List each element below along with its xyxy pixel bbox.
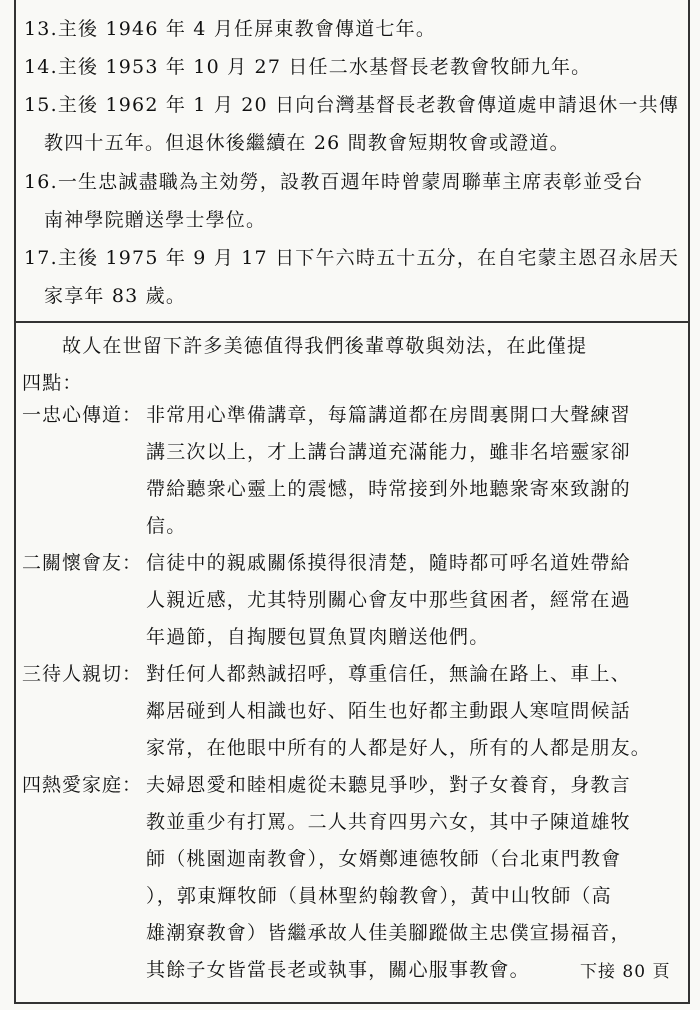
virtue-label: 一忠心傳道： [22,404,143,426]
virtue-line: 家常，在他眼中所有的人都是好人，所有的人都是朋友。 [146,737,652,759]
virtue-line: 年過節，自掏腰包買魚買肉贈送他們。 [146,626,490,648]
virtue-line: 其餘子女皆當長老或執事，關心服事教會。 [146,959,530,981]
continued-note: 下接 80 頁 [580,962,671,982]
intro-line: 四點： [22,372,83,394]
virtue-line: 講三次以上，才上講台講道充滿能力，雖非名培靈家卻 [146,441,631,463]
intro-line: 故人在世留下許多美德值得我們後輩尊敬與効法，在此僅提 [62,335,588,357]
virtue-line: 鄰居碰到人相識也好、陌生也好都主動跟人寒喧問候話 [146,700,631,722]
virtue-line: 信徒中的親戚關係摸得很清楚，隨時都可呼名道姓帶給 [146,552,631,574]
virtue-line: 教並重少有打罵。二人共育四男六女，其中子陳道雄牧 [146,811,631,833]
virtue-label: 二關懷會友： [22,552,143,574]
timeline-line: 17.主後 1975 年 9 月 17 日下午六時五十五分，在自宅蒙主恩召永居天 [24,247,680,269]
timeline-line: 教四十五年。但退休後繼續在 26 間教會短期牧會或證道。 [44,132,570,154]
virtue-line: 對任何人都熱誠招呼，尊重信任，無論在路上、車上、 [146,663,631,685]
timeline-line: 家享年 83 歲。 [44,285,187,307]
virtue-line: 師（桃園迦南教會），女婿鄭連德牧師（台北東門教會 [146,848,622,870]
virtue-line: 帶給聽衆心靈上的震憾，時常接到外地聽衆寄來致謝的 [146,478,631,500]
timeline-line: 14.主後 1953 年 10 月 27 日任二水基督長老教會牧師九年。 [24,56,592,78]
virtue-line: 信。 [146,515,187,537]
section-divider [14,321,690,323]
virtue-line: 人親近感，尤其特別關心會友中那些貧困者，經常在過 [146,589,631,611]
virtue-line: 非常用心準備講章，每篇講道都在房間裏開口大聲練習 [146,404,631,426]
timeline-line: 13.主後 1946 年 4 月任屏東教會傳道七年。 [24,18,437,40]
virtue-line: 雄潮寮教會）皆繼承故人佳美腳蹤做主忠僕宣揚福音， [146,922,631,944]
virtue-label: 三待人親切： [22,663,143,685]
timeline-line: 16.一生忠誠盡職為主効勞，設教百週年時曾蒙周聯華主席表彰並受台 [24,171,644,193]
timeline-line: 南神學院贈送學士學位。 [44,209,267,231]
virtue-line: 夫婦恩愛和睦相處從未聽見爭吵，對子女養育，身教言 [146,774,631,796]
virtue-line: ），郭東輝牧師（員林聖約翰教會），黃中山牧師（高 [146,885,612,907]
timeline-line: 15.主後 1962 年 1 月 20 日向台灣基督長老教會傳道處申請退休一共傳 [24,94,680,116]
virtue-label: 四熱愛家庭： [22,774,143,796]
